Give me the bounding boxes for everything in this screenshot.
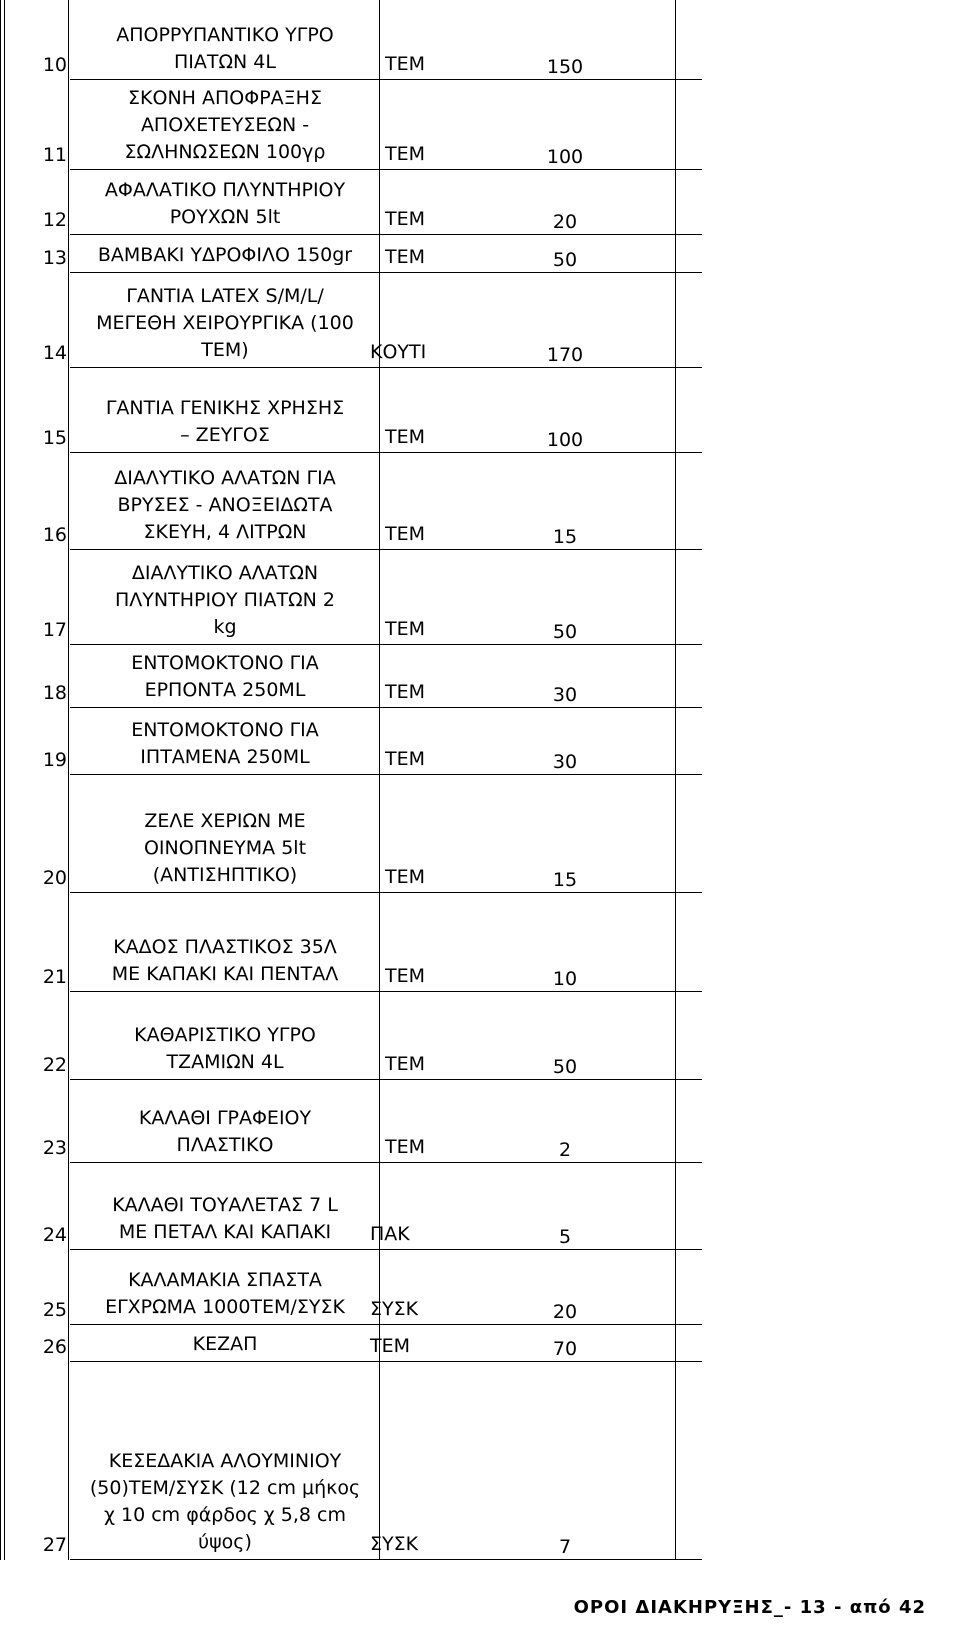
item-number: 24 <box>42 1224 67 1246</box>
description-line: ΠΛΥΝΤΗΡΙΟΥ ΠΙΑΤΩΝ 2 <box>114 589 335 611</box>
description-line: ΣΚΕΥΗ, 4 ΛΙΤΡΩΝ <box>143 521 307 543</box>
description-line: ΑΠΟΧΕΤΕΥΣΕΩΝ - <box>140 114 310 136</box>
item-unit: ΤΕΜ <box>385 523 426 545</box>
table-row <box>0 1163 960 1250</box>
description-line: ΖΕΛΕ ΧΕΡΙΩΝ ΜΕ <box>144 810 306 832</box>
item-number: 21 <box>42 966 67 988</box>
item-description <box>70 717 380 771</box>
description-line: ΕΡΠΟΝΤΑ 250ML <box>144 679 306 701</box>
description-line: ΚΕΖΑΠ <box>192 1333 258 1355</box>
description-line: ΣΚΟΝΗ ΑΠΟΦΡΑΞΗΣ <box>128 87 322 109</box>
table-row <box>0 80 960 170</box>
item-quantity: 15 <box>552 869 578 891</box>
item-description <box>70 85 380 166</box>
description-line: ΤΖΑΜΙΩΝ 4L <box>166 1051 284 1073</box>
table-row <box>0 645 960 708</box>
item-number: 10 <box>42 54 67 76</box>
item-unit: ΤΕΜ <box>385 1136 426 1158</box>
item-number: 17 <box>42 619 67 641</box>
table-row <box>0 453 960 550</box>
item-quantity: 2 <box>558 1139 572 1161</box>
item-number: 20 <box>42 867 67 889</box>
item-description <box>70 177 380 231</box>
description-line: ΔΙΑΛΥΤΙΚΟ ΑΛΑΤΩΝ <box>131 562 319 584</box>
item-number: 15 <box>42 427 67 449</box>
description-line: ΓΑΝΤΙΑ ΓΕΝΙΚΗΣ ΧΡΗΣΗΣ <box>105 397 345 419</box>
row-divider <box>70 1559 702 1560</box>
description-line: ΚΑΛΑΜΑΚΙΑ ΣΠΑΣΤΑ <box>128 1269 322 1291</box>
description-line: ΣΩΛΗΝΩΣΕΩΝ 100γρ <box>124 141 326 163</box>
table-row <box>0 170 960 235</box>
table-row <box>0 1250 960 1325</box>
item-quantity: 100 <box>546 146 584 168</box>
item-quantity: 150 <box>546 56 584 78</box>
description-line: ΜΕ ΚΑΠΑΚΙ ΚΑΙ ΠΕΝΤΑΛ <box>111 963 339 985</box>
item-description <box>70 1448 380 1556</box>
description-line: ΚΕΣΕΔΑΚΙΑ ΑΛΟΥΜΙΝΙΟΥ <box>108 1450 342 1472</box>
description-line: ΜΕΓΕΘΗ ΧΕΙΡΟΥΡΓΙΚΑ (100 <box>96 312 354 334</box>
description-line: ΕΓΧΡΩΜΑ 1000ΤΕΜ/ΣΥΣΚ <box>105 1296 345 1318</box>
description-line: (50)ΤΕΜ/ΣΥΣΚ (12 cm μήκος <box>89 1477 361 1499</box>
description-line: ΚΑΛΑΘΙ ΓΡΑΦΕΙΟΥ <box>138 1107 312 1129</box>
item-quantity: 7 <box>558 1536 572 1558</box>
table-row <box>0 273 960 368</box>
description-line: ΔΙΑΛΥΤΙΚΟ ΑΛΑΤΩΝ ΓΙΑ <box>114 467 336 489</box>
item-number: 11 <box>42 144 67 166</box>
item-number: 22 <box>42 1054 67 1076</box>
item-unit: ΤΕΜ <box>385 681 426 703</box>
table-row <box>0 368 960 453</box>
table-row <box>0 550 960 645</box>
description-line: ΜΕ ΠΕΤΑΛ ΚΑΙ ΚΑΠΑΚΙ <box>118 1221 332 1243</box>
item-unit: ΤΕΜ <box>385 143 426 165</box>
item-unit: ΤΕΜ <box>385 53 426 75</box>
table-row <box>0 1362 960 1560</box>
item-quantity: 170 <box>546 344 584 366</box>
item-description <box>70 22 380 76</box>
description-line: ΒΡΥΣΕΣ - ΑΝΟΞΕΙΔΩΤΑ <box>117 494 333 516</box>
item-quantity: 30 <box>552 751 578 773</box>
item-description <box>70 560 380 641</box>
item-number: 26 <box>42 1336 67 1358</box>
description-line: kg <box>213 616 237 638</box>
item-quantity: 100 <box>546 429 584 451</box>
item-quantity: 20 <box>552 211 578 233</box>
item-number: 13 <box>42 247 67 269</box>
description-line: ΕΝΤΟΜΟΚΤΟΝΟ ΓΙΑ <box>131 652 319 674</box>
item-number: 19 <box>42 749 67 771</box>
item-number: 25 <box>42 1299 67 1321</box>
item-number: 14 <box>42 342 67 364</box>
item-description <box>70 1267 380 1321</box>
item-unit: ΤΕΜ <box>385 866 426 888</box>
item-description <box>70 242 380 269</box>
description-line: ΙΠΤΑΜΕΝΑ 250ML <box>140 746 310 768</box>
item-quantity: 20 <box>552 1301 578 1323</box>
item-number: 16 <box>42 524 67 546</box>
table-row <box>0 992 960 1080</box>
item-unit: ΤΕΜ <box>385 1053 426 1075</box>
description-line: ΟΙΝΟΠΝΕΥΜΑ 5lt <box>143 837 307 859</box>
item-description <box>70 395 380 449</box>
item-description <box>70 808 380 889</box>
description-line: ΚΑΛΑΘΙ ΤΟΥΑΛΕΤΑΣ 7 L <box>112 1194 338 1216</box>
table-row <box>0 1080 960 1163</box>
item-description <box>70 1022 380 1076</box>
item-unit: ΤΕΜ <box>385 426 426 448</box>
table-row <box>0 708 960 775</box>
item-unit: ΤΕΜ <box>370 1335 411 1357</box>
item-quantity: 50 <box>552 249 578 271</box>
item-unit: ΠΑΚ <box>370 1223 410 1245</box>
item-unit: ΤΕΜ <box>385 965 426 987</box>
description-line: ΤΕΜ) <box>201 339 249 361</box>
item-description <box>70 283 380 364</box>
item-number: 12 <box>42 209 67 231</box>
description-line: ΓΑΝΤΙΑ LATEX S/M/L/ <box>126 285 324 307</box>
item-unit: ΤΕΜ <box>385 748 426 770</box>
item-description <box>70 1105 380 1159</box>
item-unit: ΤΕΜ <box>385 618 426 640</box>
item-description <box>70 1331 380 1358</box>
item-number: 18 <box>42 682 67 704</box>
item-quantity: 70 <box>552 1338 578 1360</box>
item-number: 23 <box>42 1137 67 1159</box>
item-description <box>70 934 380 988</box>
description-line: ΑΦΑΛΑΤΙΚΟ ΠΛΥΝΤΗΡΙΟΥ <box>104 179 346 201</box>
item-quantity: 30 <box>552 684 578 706</box>
table-row <box>0 893 960 992</box>
item-unit: ΤΕΜ <box>385 246 426 268</box>
description-line: ΡΟΥΧΩΝ 5lt <box>169 206 281 228</box>
page-footer: ΟΡΟΙ ΔΙΑΚΗΡΥΞΗΣ_- 13 - από 42 <box>573 1597 926 1618</box>
item-quantity: 50 <box>552 1056 578 1078</box>
description-line: ΕΝΤΟΜΟΚΤΟΝΟ ΓΙΑ <box>131 719 319 741</box>
item-unit: ΣΥΣΚ <box>370 1533 419 1555</box>
description-line: ΠΛΑΣΤΙΚΟ <box>176 1134 274 1156</box>
item-description <box>70 1192 380 1246</box>
item-quantity: 10 <box>552 968 578 990</box>
table-row <box>0 775 960 893</box>
description-line: ύψος) <box>198 1531 252 1553</box>
description-line: ΑΠΟΡΡΥΠΑΝΤΙΚΟ ΥΓΡΟ <box>116 24 334 46</box>
description-line: ΠΙΑΤΩΝ 4L <box>174 51 276 73</box>
item-number: 27 <box>42 1534 67 1556</box>
item-unit: ΣΥΣΚ <box>370 1298 419 1320</box>
item-description <box>70 465 380 546</box>
description-line: χ 10 cm φάρδος χ 5,8 cm <box>103 1504 346 1526</box>
item-quantity: 15 <box>552 526 578 548</box>
table-row <box>0 0 960 80</box>
description-line: (ΑΝΤΙΣΗΠΤΙΚΟ) <box>152 864 298 886</box>
item-quantity: 50 <box>552 621 578 643</box>
description-line: – ΖΕΥΓΟΣ <box>180 424 270 446</box>
description-line: ΒΑΜΒΑΚΙ ΥΔΡΟΦΙΛΟ 150gr <box>97 244 353 266</box>
item-quantity: 5 <box>558 1226 572 1248</box>
table-row <box>0 235 960 273</box>
description-line: ΚΑΔΟΣ ΠΛΑΣΤΙΚΟΣ 35Λ <box>113 936 337 958</box>
description-line: ΚΑΘΑΡΙΣΤΙΚΟ ΥΓΡΟ <box>134 1024 316 1046</box>
item-description <box>70 650 380 704</box>
table-row <box>0 1325 960 1362</box>
item-unit: ΤΕΜ <box>385 208 426 230</box>
item-unit: ΚΟΥΤΙ <box>370 341 427 363</box>
